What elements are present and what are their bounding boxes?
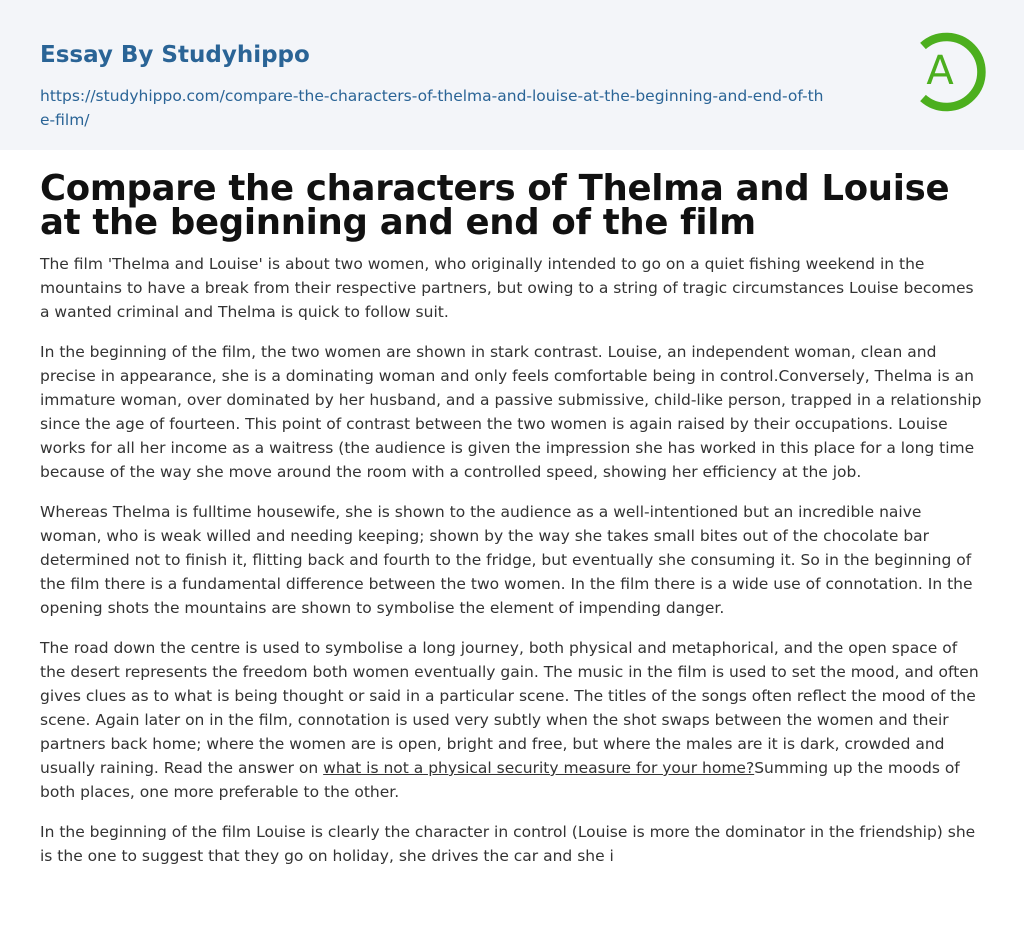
article xyxy=(0,150,1024,868)
paragraph-2: In the beginning of the film, the two women are shown in stark contrast. Louise, an independent woman, clean and precise in appearance, she is a dominating woman and only feels comfortable being in control.Conversely, Thelma is an immature woman, over dominated by her husband, and a passive submissive, child-like person, trapped in a relationship since the age of fourteen. This point of contrast between the two women is again raised by their occupations. Louise works for all her income as a waitress (the audience is given the impression she has worked in this place for a long time because of the way she move around the room with a controlled speed, showing her efficiency at the job. xyxy=(40,343,982,481)
paragraph-4-text-before: The road down the centre is used to symbolise a long journey, both physical and metaphorical, and the open space of the desert represents the freedom both women eventually gain. The music in the film is used to set the mood, and often gives clues as to what is being thought or said in a particular scene. The titles of the songs often reflect the mood of the scene. Again later on in the film, connotation is used very subtly when the shot swaps between the women and their partners back home; where the women are is open, bright and free, but where the males are it is dark, crowded and usually raining. Read the answer on xyxy=(40,639,979,777)
article-title: Compare the characters of Thelma and Louise at the beginning and end of the film xyxy=(40,168,950,243)
studyhippo-logo-icon[interactable] xyxy=(912,29,986,115)
paragraph-5: In the beginning of the film Louise is clearly the character in control (Louise is more the dominator in the friendship) she is the one to suggest that they go on holiday, she drives the car and she i xyxy=(40,823,976,865)
related-answer-link[interactable]: what is not a physical security measure for your home? xyxy=(323,759,755,777)
logo-letter: A xyxy=(926,48,954,94)
brand-title[interactable]: Essay By Studyhippo xyxy=(40,42,310,68)
site-header xyxy=(0,0,1024,150)
paragraph-4 xyxy=(40,636,984,804)
source-url-link[interactable]: https://studyhippo.com/compare-the-characters-of-thelma-and-louise-at-the-beginning-and-end-of-the-film/ xyxy=(40,87,824,129)
paragraph-1: The film 'Thelma and Louise' is about two women, who originally intended to go on a quiet fishing weekend in the mountains to have a break from their respective partners, but owing to a string of tragic circumstances Louise becomes a wanted criminal and Thelma is quick to follow suit. xyxy=(40,255,974,321)
paragraph-3: Whereas Thelma is fulltime housewife, she is shown to the audience as a well-intentioned but an incredible naive woman, who is weak willed and needing keeping; shown by the way she takes small bites out of the chocolate bar determined not to finish it, flitting back and fourth to the fridge, but eventually she consuming it. So in the beginning of the film there is a fundamental difference between the two women. In the film there is a wide use of connotation. In the opening shots the mountains are shown to symbolise the element of impending danger. xyxy=(40,503,973,617)
paragraph-4-text-after: Summing up the moods of both places, one more preferable to the other. xyxy=(40,759,960,801)
